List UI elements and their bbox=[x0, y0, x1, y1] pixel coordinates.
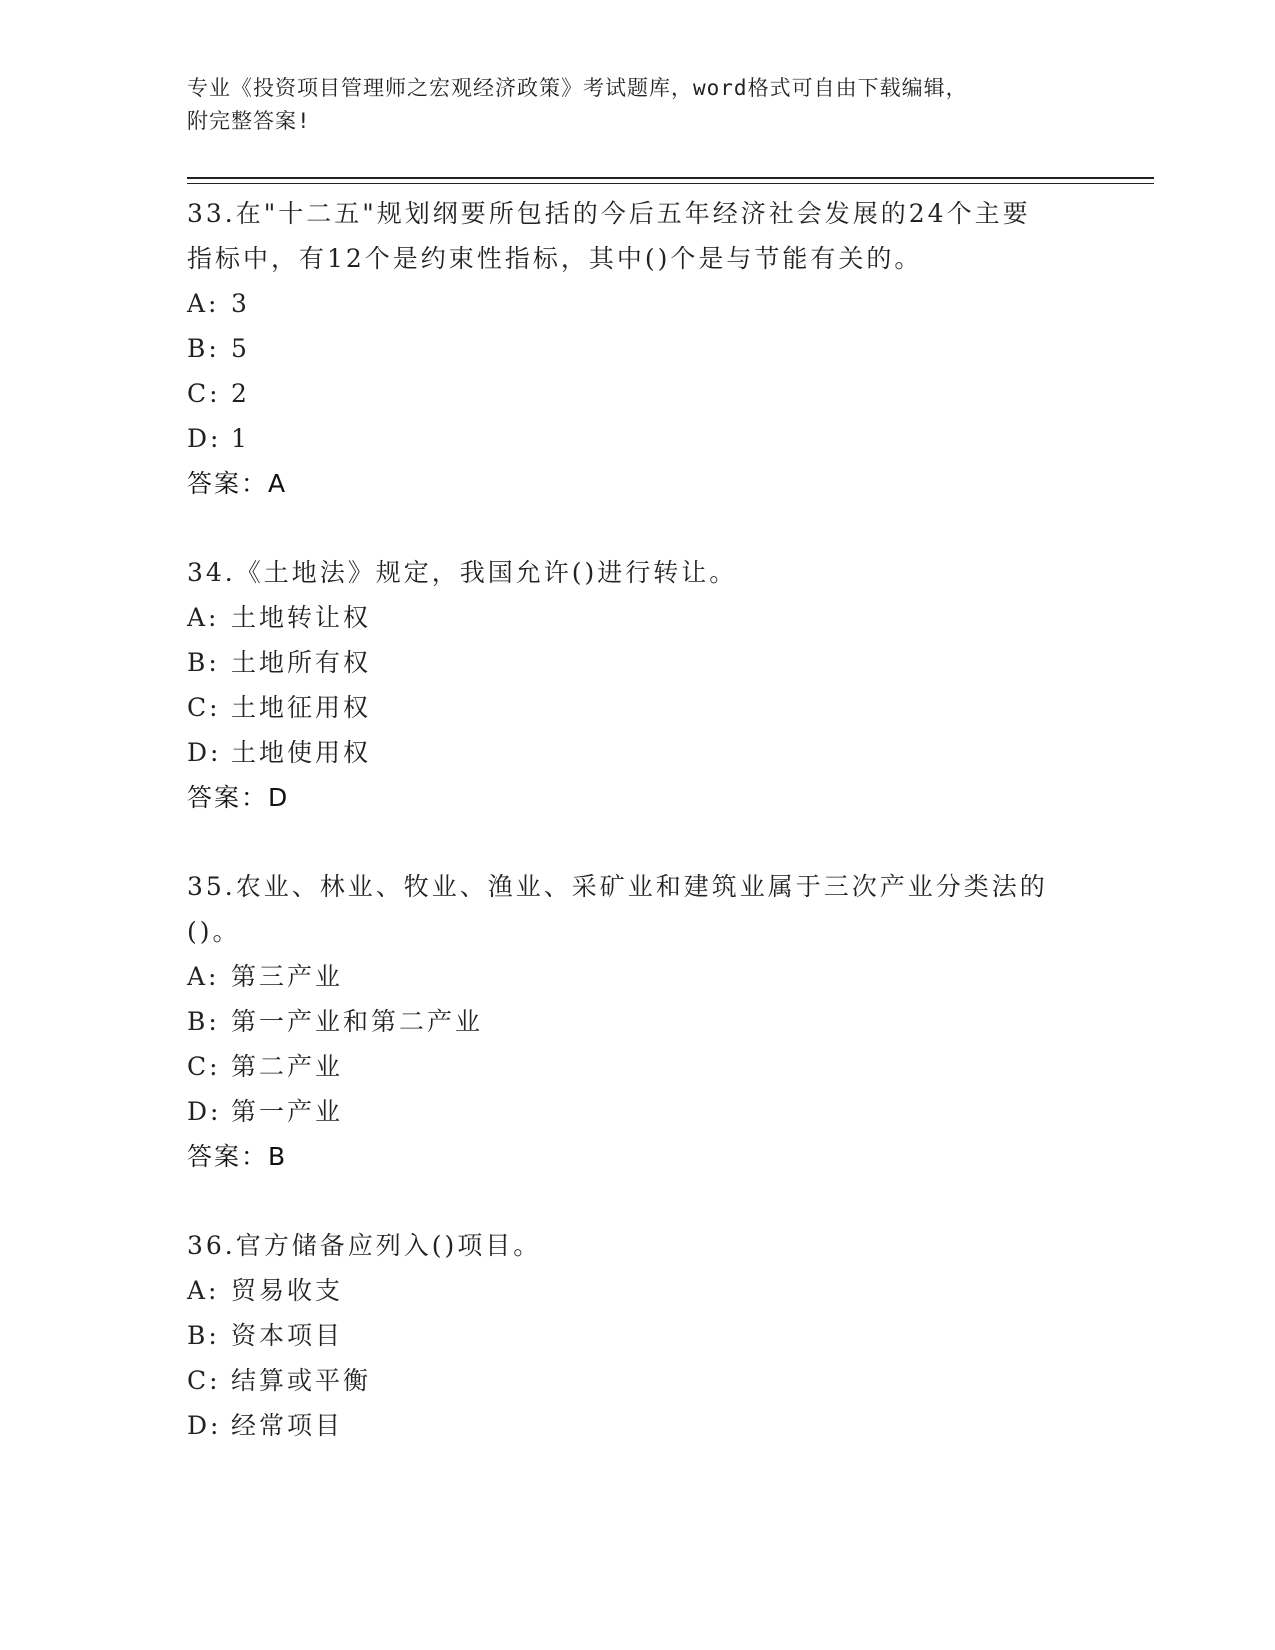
option-key: B: bbox=[187, 1007, 220, 1036]
option-key: D: bbox=[187, 1097, 222, 1126]
question-stem: 33.在"十二五"规划纲要所包括的今后五年经济社会发展的24个主要指标中，有12个是约束性指标，其中()个是与节能有关的。 bbox=[187, 199, 1031, 273]
option-text: 1 bbox=[231, 424, 250, 453]
header-line-1: 专业《投资项目管理师之宏观经济政策》考试题库，word格式可自由下载编辑， bbox=[187, 76, 968, 100]
option-a bbox=[187, 595, 1087, 640]
option-c bbox=[187, 685, 1087, 730]
option-c bbox=[187, 1044, 1087, 1089]
option-b bbox=[187, 326, 1087, 371]
option-key: A: bbox=[187, 962, 220, 991]
option-key: A: bbox=[187, 289, 220, 318]
option-key: C: bbox=[187, 379, 221, 408]
option-text: 第一产业 bbox=[231, 1097, 344, 1126]
option-text: 经常项目 bbox=[231, 1411, 344, 1440]
question-34 bbox=[187, 550, 1087, 820]
option-d bbox=[187, 1089, 1087, 1134]
option-key: D: bbox=[187, 424, 222, 453]
header-line-2: 附完整答案! bbox=[187, 109, 311, 133]
option-key: C: bbox=[187, 1052, 221, 1081]
option-text: 第一产业和第二产业 bbox=[231, 1007, 484, 1036]
option-text: 土地征用权 bbox=[231, 693, 372, 722]
document-header bbox=[187, 72, 1067, 138]
option-c bbox=[187, 371, 1087, 416]
question-36 bbox=[187, 1223, 1087, 1448]
option-key: A: bbox=[187, 603, 220, 632]
option-text: 2 bbox=[231, 379, 250, 408]
option-key: C: bbox=[187, 693, 221, 722]
answer-text: 答案：A bbox=[187, 469, 288, 498]
question-stem: 36.官方储备应列入()项目。 bbox=[187, 1231, 542, 1260]
option-key: C: bbox=[187, 1366, 221, 1395]
option-b bbox=[187, 999, 1087, 1044]
option-key: B: bbox=[187, 334, 220, 363]
option-text: 土地转让权 bbox=[231, 603, 372, 632]
option-text: 资本项目 bbox=[231, 1321, 344, 1350]
option-a bbox=[187, 954, 1087, 999]
option-text: 贸易收支 bbox=[231, 1276, 344, 1305]
option-c bbox=[187, 1358, 1087, 1403]
option-text: 3 bbox=[231, 289, 250, 318]
question-list bbox=[187, 191, 1087, 1492]
answer-text: 答案：B bbox=[187, 1142, 288, 1171]
question-33 bbox=[187, 191, 1087, 506]
option-b bbox=[187, 1313, 1087, 1358]
question-stem: 34.《土地法》规定，我国允许()进行转让。 bbox=[187, 558, 738, 587]
answer-text: 答案：D bbox=[187, 783, 290, 812]
option-d bbox=[187, 730, 1087, 775]
option-text: 结算或平衡 bbox=[231, 1366, 372, 1395]
option-a bbox=[187, 1268, 1087, 1313]
option-text: 土地所有权 bbox=[231, 648, 372, 677]
option-d bbox=[187, 416, 1087, 461]
question-35 bbox=[187, 864, 1087, 1179]
option-text: 5 bbox=[231, 334, 250, 363]
option-key: B: bbox=[187, 1321, 220, 1350]
option-key: A: bbox=[187, 1276, 220, 1305]
header-divider-thick bbox=[187, 177, 1154, 179]
option-key: D: bbox=[187, 738, 222, 767]
option-text: 第三产业 bbox=[231, 962, 344, 991]
option-b bbox=[187, 640, 1087, 685]
header-divider-thin bbox=[187, 183, 1154, 184]
option-key: D: bbox=[187, 1411, 222, 1440]
question-stem: 35.农业、林业、牧业、渔业、采矿业和建筑业属于三次产业分类法的()。 bbox=[187, 872, 1048, 946]
option-a bbox=[187, 281, 1087, 326]
option-d bbox=[187, 1403, 1087, 1448]
option-key: B: bbox=[187, 648, 220, 677]
option-text: 土地使用权 bbox=[231, 738, 372, 767]
option-text: 第二产业 bbox=[231, 1052, 344, 1081]
